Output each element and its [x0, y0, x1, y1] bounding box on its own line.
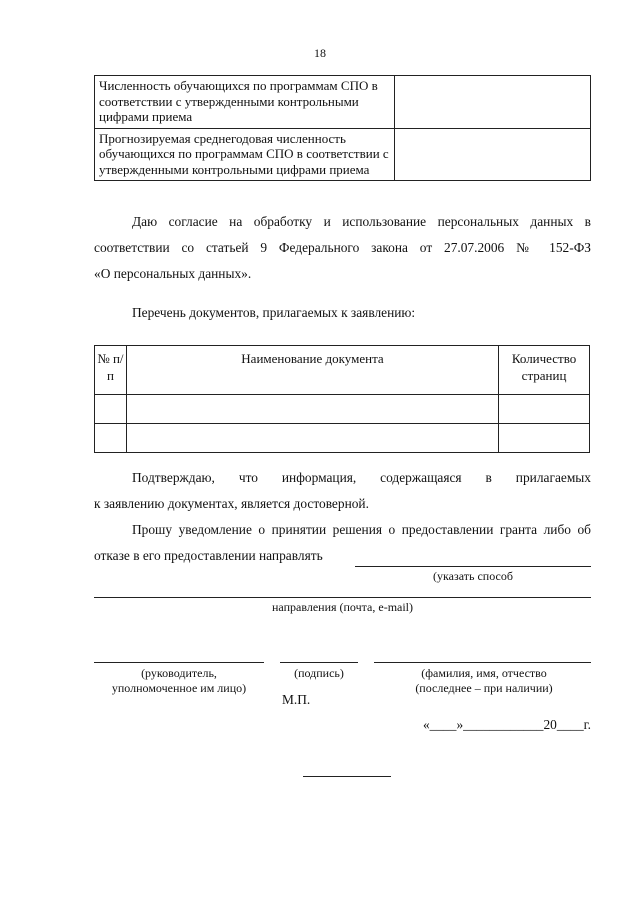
consent-paragraph — [94, 209, 591, 287]
consent-line-3: «О персональных данных». — [94, 266, 252, 281]
page-number: 18 — [314, 46, 326, 60]
table-row — [95, 424, 590, 453]
notify-method-line[interactable] — [355, 566, 591, 567]
cell-number[interactable] — [95, 395, 127, 424]
confirm-paragraph — [94, 465, 591, 517]
head-caption: (руководитель, уполномоченное им лицо) — [111, 666, 247, 695]
documents-table — [94, 345, 590, 453]
cell-pages[interactable] — [499, 424, 590, 453]
indicator-value[interactable] — [395, 76, 591, 129]
confirm-line-1: Подтверждаю, что информация, содержащаяся в прилагаемых — [132, 470, 591, 485]
consent-line-1: Даю согласие на обработку и использование персональных данных в — [132, 214, 591, 229]
notify-hint-2: направления (почта, e-mail) — [271, 600, 414, 614]
head-signature-line[interactable] — [94, 662, 264, 663]
closing-divider — [303, 776, 391, 777]
indicators-table — [94, 75, 591, 181]
signature-caption: (подпись) — [294, 666, 344, 680]
name-line[interactable] — [374, 662, 591, 663]
documents-intro: Перечень документов, прилагаемых к заявлению: — [132, 305, 416, 320]
indicator-value[interactable] — [395, 128, 591, 181]
table-row — [95, 128, 591, 181]
consent-line-2: соответствии со статьей 9 Федерального закона от 27.07.2006 № 152-ФЗ — [94, 240, 591, 255]
stamp-placeholder: М.П. — [282, 692, 311, 707]
cell-name[interactable] — [126, 424, 498, 453]
notify-hint-1: (указать способ — [433, 569, 513, 583]
table-row — [95, 395, 590, 424]
table-header-row — [95, 346, 590, 395]
header-pages: Количество страниц — [499, 346, 590, 395]
header-number: № п/п — [95, 346, 127, 395]
notify-line-2: отказе в его предоставлении направлять — [94, 548, 323, 563]
notify-line-1: Прошу уведомление о принятии решения о предоставлении гранта либо об — [132, 522, 591, 537]
cell-pages[interactable] — [499, 395, 590, 424]
table-row — [95, 76, 591, 129]
cell-number[interactable] — [95, 424, 127, 453]
name-caption: (фамилия, имя, отчество (последнее – при наличии) — [415, 666, 553, 695]
indicator-label: Численность обучающихся по программам СПО в соответствии с утвержденными контрольными цифрами приема — [95, 76, 395, 129]
confirm-line-2: к заявлению документах, является достоверной. — [94, 496, 369, 511]
signature-line[interactable] — [280, 662, 358, 663]
header-name: Наименование документа — [126, 346, 498, 395]
notify-paragraph — [94, 517, 591, 569]
notify-method-line-2[interactable] — [94, 597, 591, 598]
cell-name[interactable] — [126, 395, 498, 424]
indicator-label: Прогнозируемая среднегодовая численность обучающихся по программам СПО в соответствии с утвержденными контрольными цифрами приема — [95, 128, 395, 181]
date-field[interactable]: «____»____________20____г. — [422, 717, 591, 732]
